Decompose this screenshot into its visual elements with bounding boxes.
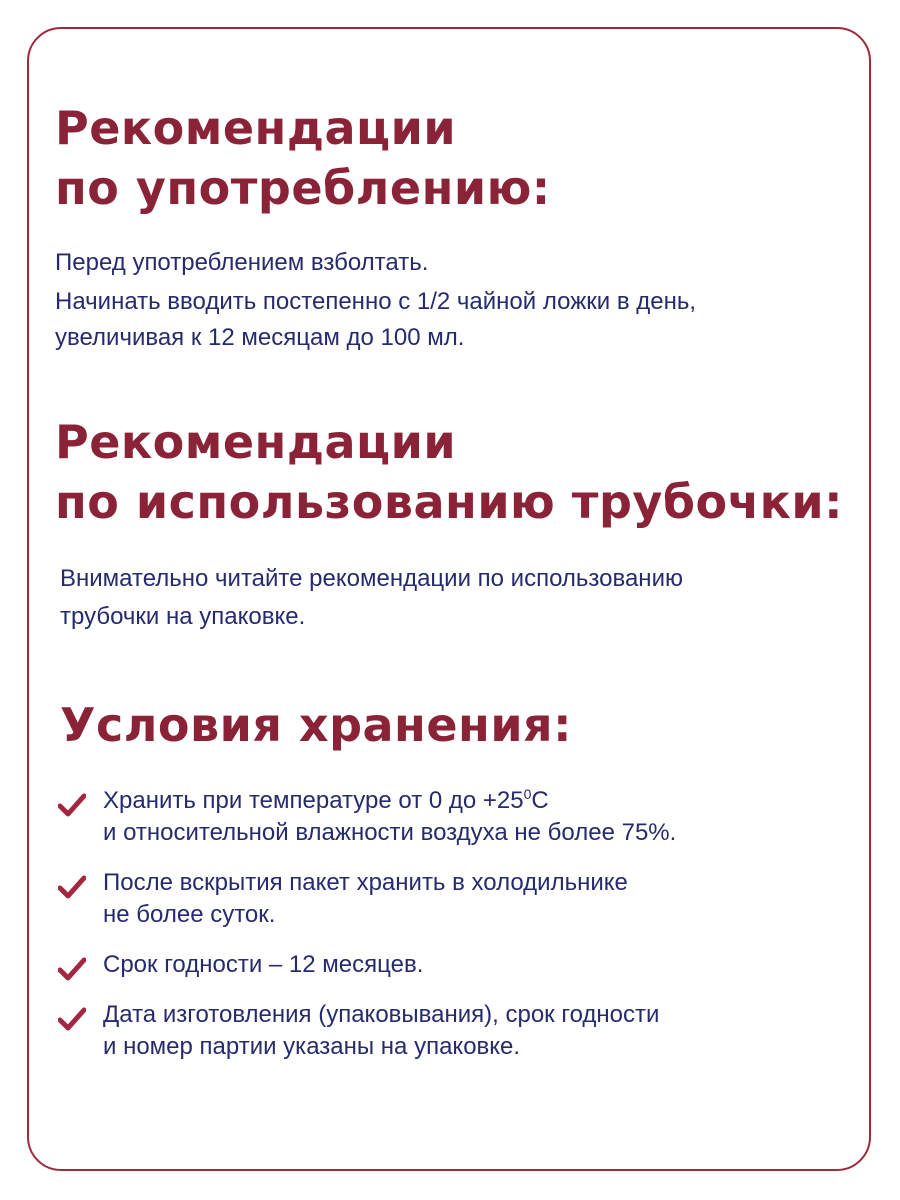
usage-line-2: Начинать вводить постепенно с 1/2 чайной ложки в день, [55,288,697,315]
storage-item-4-line-2: и номер партии указаны на упаковке. [103,1033,521,1060]
list-item [58,949,676,981]
checkmark-icon [58,1007,86,1031]
checkmark-icon [58,875,86,899]
storage-list [58,785,676,1081]
usage-line-3: увеличивая к 12 месяцам до 100 мл. [55,324,465,351]
straw-heading-line-2: по использованию трубочки: [55,475,844,529]
usage-heading-line-2: по употреблению: [55,161,551,215]
storage-item-1-line-2: и относительной влажности воздуха не более 75%. [103,819,677,846]
usage-paragraph-2 [55,284,696,356]
straw-line-1: Внимательно читайте рекомендации по использованию [60,565,683,592]
usage-heading-line-1: Рекомендации [55,101,457,155]
storage-item-3-line-1: Срок годности – 12 месяцев. [103,951,424,978]
straw-line-2: трубочки на упаковке. [60,603,306,630]
storage-heading: Условия хранения: [60,698,572,752]
list-item [58,867,676,931]
usage-line-1: Перед употреблением взболтать. [55,249,429,276]
list-item [58,999,676,1063]
straw-heading-line-1: Рекомендации [55,415,457,469]
list-item [58,785,676,849]
usage-paragraph-1 [55,244,428,282]
checkmark-icon [58,957,86,981]
checkmark-icon [58,793,86,817]
straw-paragraph [60,560,683,636]
degree-superscript: 0 [523,786,532,802]
storage-item-1-line-1: Хранить при температуре от 0 до $+25^0С$ [103,786,549,814]
storage-item-4-line-1: Дата изготовления (упаковывания), срок годности [103,1001,660,1028]
storage-item-2-line-2: не более суток. [103,901,276,928]
storage-item-2-line-1: После вскрытия пакет хранить в холодильнике [103,869,628,896]
usage-heading [55,98,551,218]
straw-heading [55,412,843,532]
